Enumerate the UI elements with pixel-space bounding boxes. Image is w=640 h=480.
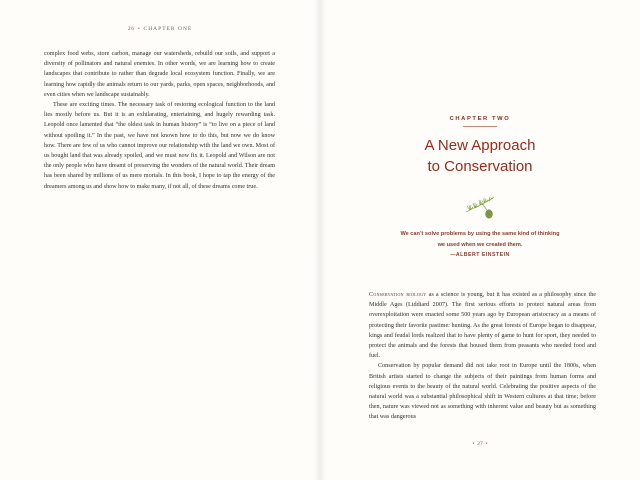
chapter-title-line: to Conservation — [427, 158, 533, 175]
chapter-label-text: CHAPTER TWO — [449, 116, 511, 122]
separator-dot: • — [485, 441, 488, 447]
epigraph-line: We can’t solve problems by using the same kind of thinking — [400, 231, 560, 237]
chapter-title — [320, 135, 640, 177]
folio — [320, 441, 640, 447]
paragraph-text: as a science is young, but it has existed as a philosophy since the Middle Ages (Liddiard 2007). The first serious efforts to protect natural areas from overexploitation were enacted some 500 years ago by European aristocracy as a means of protecting their favorite pastime: hunting. As the great forests of Europe began to disappear, kings and feudal lords realized that to have plenty of game to hunt for sport, they needed to protect the animals and the forests that housed them from peasants who needed food and fuel. — [369, 292, 596, 360]
pine-sprig-icon — [462, 190, 502, 220]
chapter-label — [320, 116, 640, 127]
page-number: 27 — [477, 441, 483, 447]
paragraph: Conservation by popular demand did not take root in Europe until the 1800s, when British artists started to change the subjects of their paintings from human forms and religious events to the beauty of the natural world. Celebrating the positive aspects of the natural world was a substantial philosophical shift in Western cultures at that time; before then, nature was viewed not as something with inherent value and beauty but as something that was dangerous — [369, 363, 596, 421]
separator-dot: • — [137, 26, 141, 32]
left-body-text — [44, 49, 275, 192]
epigraph-line: we used when we created them. — [437, 242, 523, 248]
page-number: 26 — [127, 26, 135, 32]
running-head — [0, 26, 320, 32]
running-head-chapter: CHAPTER ONE — [143, 26, 193, 32]
paragraph: These are exciting times. The necessary task of restoring ecological function to the land lies mostly before us. But it is an exhilarating, entertaining, and hugely rewarding task. Leopold once lamented that “the oldest task in human history” is “to live on a piece of land without spoiling it.” In the past, we have not known how to do this, but now we do know how. There are few of us who cannot improve our relationship with the land we own. Most of us bought land that was already spoiled, and we must now fix it. Leopold and Wilson are not the only people who have dreamt of preserving the wonders of the natural world. Their dream has been shared by millions of us mere mortals. In this book, I hope to tap the energy of the dreamers among us and show how to make many, if not all, of these dreams come true. — [44, 102, 275, 190]
paragraph — [369, 290, 596, 361]
chapter-rule — [463, 126, 497, 127]
chapter-title-line: A New Approach — [424, 137, 536, 154]
lead-in: Conservation biology — [369, 292, 427, 298]
book-gutter — [314, 0, 326, 480]
separator-dot: • — [472, 441, 475, 447]
epigraph-attribution: —ALBERT EINSTEIN — [450, 252, 510, 258]
right-body-text — [369, 290, 596, 423]
epigraph — [380, 229, 580, 251]
paragraph: complex food webs, store carbon, manage our watersheds, rebuild our soils, and support a diversity of pollinators and natural enemies. In other words, we are learning how to create landscapes that contribute to rather than degrade local ecosystem function. Finally, we are learning how rapidly the animals return to our yards, parks, open spaces, neighborhoods, and even cities when we landscape sustainably. — [44, 51, 275, 98]
